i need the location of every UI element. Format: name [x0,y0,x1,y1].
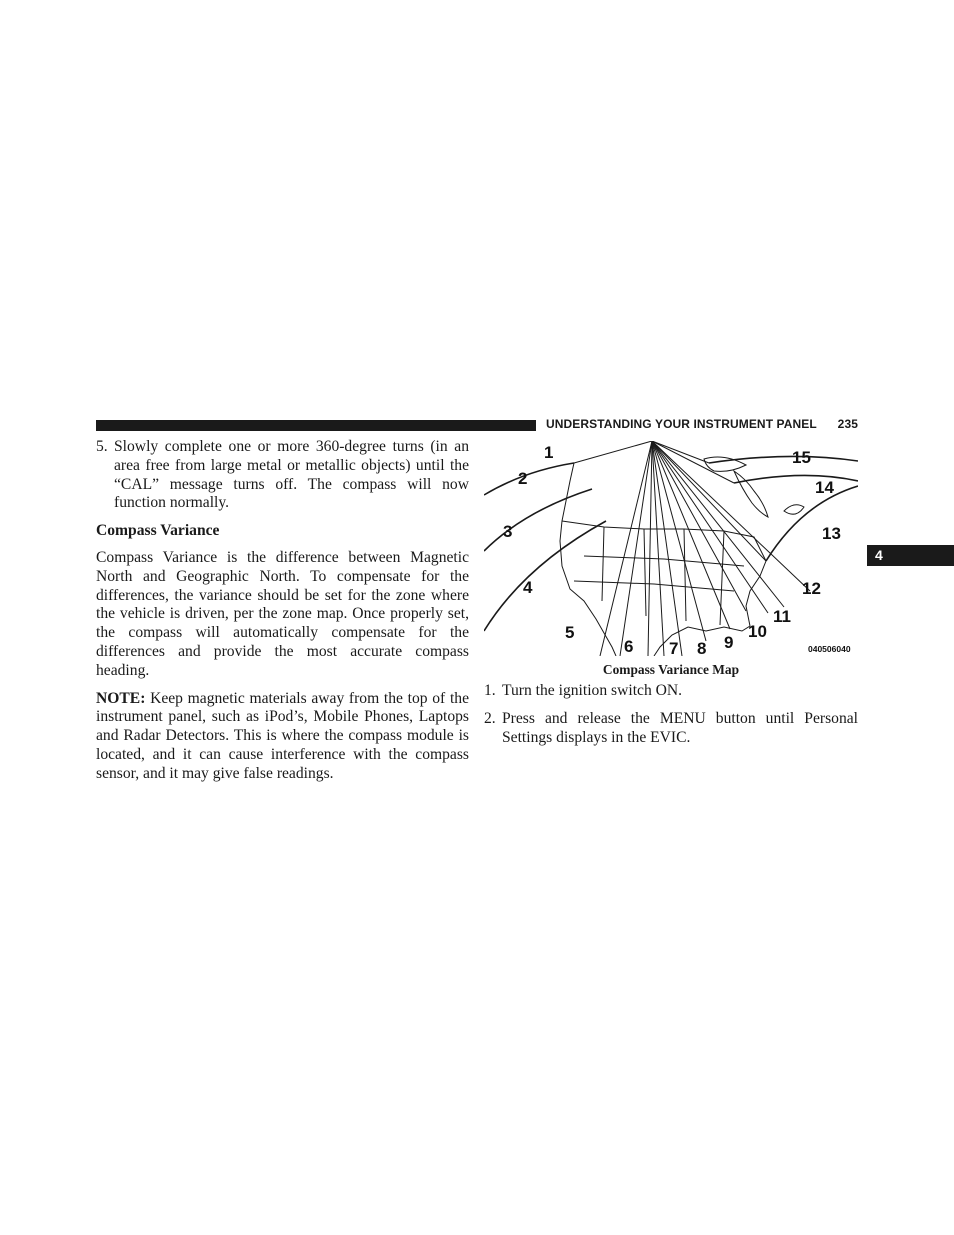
step-2 [484,710,858,748]
body-paragraph: Compass Variance is the difference between Magnetic North and Geographic North. To compensate for the differences, the variance should be set for the zone where the vehicle is driven, per the zone map. Once properly set, the compass will automatically compensate for the differences and provide the most accurate compass heading. [96,548,469,679]
page-number: 235 [837,417,858,431]
header-rule [96,420,536,431]
section-title: UNDERSTANDING YOUR INSTRUMENT PANEL [546,417,817,431]
running-header [546,417,858,431]
compass-variance-map [484,441,858,656]
zone-label: 10 [748,622,767,641]
zone-boundary-arcs [484,456,858,631]
zone-label: 13 [822,524,841,543]
zone-label: 9 [724,633,734,652]
section-heading: Compass Variance [96,522,220,540]
step-text: Turn the ignition switch ON. [502,682,683,699]
image-code: 040506040 [808,644,851,654]
zone-label: 3 [503,522,513,541]
step-number: 5. [96,438,108,455]
step-text: Press and release the MENU button until Personal Settings displays in the EVIC. [502,709,858,746]
zone-label: 2 [518,469,528,488]
zone-label: 1 [544,443,554,462]
zone-label: 5 [565,623,575,642]
note-paragraph [96,690,469,784]
zone-label: 7 [669,639,679,656]
step-5 [96,438,469,513]
zone-label: 11 [773,607,791,626]
chapter-tab: 4 [867,545,954,566]
zone-label: 8 [697,639,707,656]
figure-caption: Compass Variance Map [602,662,740,677]
continent-outline [560,457,804,656]
step-text: Slowly complete one or more 360-degree turns (in an area free from large metal or metallic objects) until the “CAL” message turns off. The compass will now function normally. [114,438,469,512]
left-column [96,438,469,784]
step-1 [484,682,858,701]
step-number: 2. [484,709,496,727]
step-number: 1. [484,682,496,699]
zone-label: 6 [624,637,634,656]
zone-label: 12 [802,579,821,598]
zone-label: 4 [523,578,533,597]
note-label: NOTE: [96,689,146,707]
map-graphic [484,441,858,656]
zone-label: 14 [815,478,834,497]
right-column [484,682,858,747]
zone-label: 15 [792,448,811,467]
note-text: Keep magnetic materials away from the top of the instrument panel, such as iPod’s, Mobile Phones, Laptops and Radar Detectors. This is where the compass module is located, and it can cause interference with the compass sensor, and it may give false readings. [96,689,469,782]
